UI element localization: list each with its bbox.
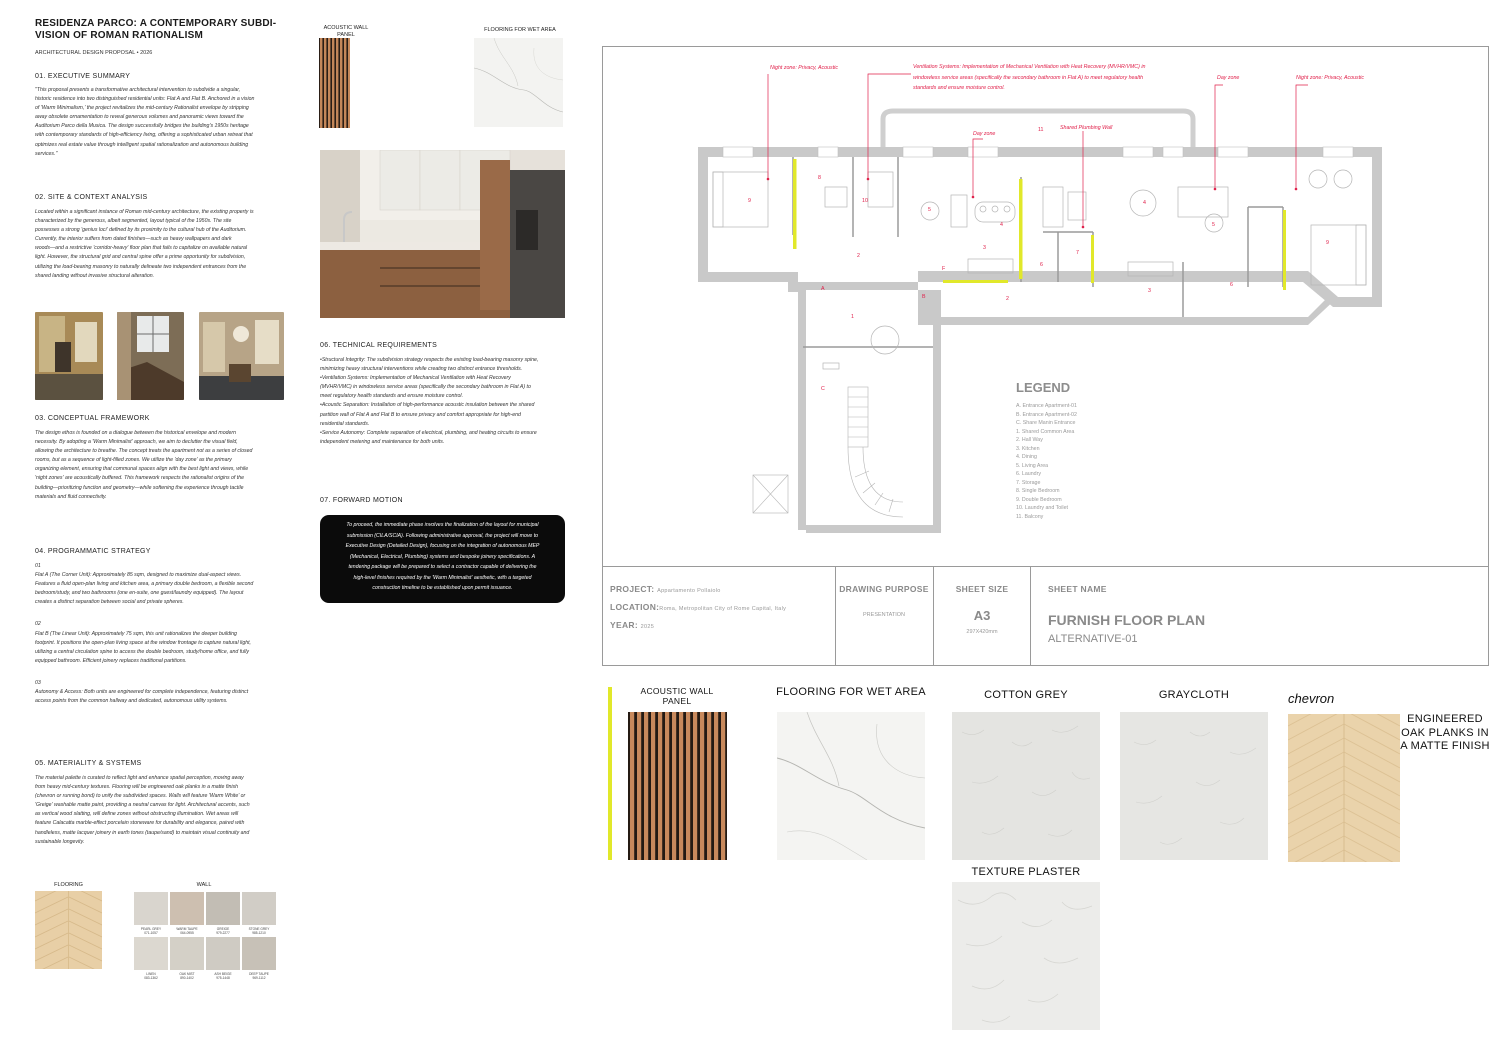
wall-swatch [206, 937, 240, 970]
annotation-day-zone-left: Day zone [973, 131, 996, 137]
annotation-ventilation: Ventilation Systems: Implementation of Mechanical Ventilation with Heat Recovery (MVHR/VMC) in windowless service areas (specifically the secondary bathroom in Flat A) to meet regulatory health standards and ensure moisture control. [913, 64, 1146, 91]
sheet-size-dims: 297X420mm [966, 629, 998, 635]
section-04-heading: 04. PROGRAMMATIC STRATEGY [35, 548, 151, 555]
section-04-text: 01 Flat A (The Corner Unit): Approximately 85 sqm, designed to maximize dual-aspect views. Features a fluid open-plan living and kitchen area, a primary double bedroom, a flexible second bedroom/study, and two bathrooms (one en-suite, one guest/laundry equipped). The layout creates a distinct separation between social and private spheres. 02 Flat B (The Linear Unit): Approximately 75 sqm, this unit rationalizes the deeper building footprint. It positions the open-plan living space at the window frontage to capture natural light, utilizing a central circulation spine to access the double bedroom, study/home office, and fully equipped bathroom. Efficient joinery replaces traditional partitions. 03 Autonomy & Access: Both units are engineered for complete independence, featuring distinct access points from the common hallway and dedicated, autonomous utility systems. [35, 563, 254, 705]
room-number: 9 [1326, 240, 1329, 246]
flooring-caption: FLOORING [54, 882, 83, 888]
titleblock-divider [835, 566, 836, 665]
room-number: 5 [1212, 222, 1215, 228]
texture-plaster-sample [952, 882, 1100, 1030]
marble-sample [777, 712, 925, 860]
flooring-chevron-sample [35, 891, 102, 969]
legend-item: C. Share Manin Entrance [1016, 420, 1076, 426]
legend-item: B. Entrance Apartment-02 [1016, 411, 1077, 418]
oak-planks-caption: ENGINEERED OAK PLANKS IN A MATTE FINISH [1400, 713, 1490, 752]
acoustic-panel-sample [628, 712, 727, 860]
legend-item: 3. Kitchen [1016, 445, 1040, 452]
room-number: A [821, 286, 825, 292]
legend-item: 7. Storage [1016, 479, 1041, 486]
legend-item: 1. Shared Common Area [1016, 428, 1075, 435]
room-number: 3 [983, 245, 986, 251]
room-number: 6 [1040, 262, 1043, 268]
wall-swatch-label: STONE GREY 985-1210 [248, 927, 270, 935]
wall-swatch [170, 937, 204, 970]
room-number: 7 [1076, 250, 1079, 256]
year-field: YEAR: 2025 [610, 620, 655, 630]
room-number: 4 [1000, 222, 1003, 228]
section-06-heading: 06. TECHNICAL REQUIREMENTS [320, 342, 438, 349]
chevron-caption: chevron [1288, 691, 1335, 706]
titleblock-divider [933, 566, 934, 665]
oak-chevron-sample [1288, 714, 1400, 862]
legend-item: 2. Hall Way [1016, 437, 1043, 443]
accent-bar [608, 687, 612, 860]
room-number: 1 [851, 314, 854, 320]
graycloth-caption: GRAYCLOTH [1158, 689, 1230, 701]
section-05-text: The material palette is curated to reflect light and enhance spatial perception, moving away from heavy mid-century textures. Flooring will be engineered oak planks in a matte finish (chevron or running bond) to unify the subdivided spaces. Walls will feature 'Warm White' or 'Greige' washable matte paint, providing a neutral canvas for light. Architectural accents, such as vertical wood slatting, will define zones without obstructing illumination. Wet areas will feature Calacatta marble-effect porcelain stoneware for durability and elegance, paired with handleless, matte lacquer joinery in earth tones (taupe/sand) to maintain visual continuity and sustainable longevity. [35, 775, 250, 845]
wall-swatch [170, 892, 204, 925]
annotation-plumbing-wall: Shared Plumbing Wall [1060, 125, 1113, 131]
room-number: 5 [928, 207, 931, 213]
acoustic-panel-caption: ACOUSTIC WALL PANEL [640, 686, 714, 706]
room-number: C [821, 386, 825, 392]
sheet-size-label: SHEET SIZE [955, 584, 1009, 594]
wet-area-floor-caption: FLOORING FOR WET AREA [776, 686, 926, 698]
legend-item: 9. Double Bedroom [1016, 496, 1062, 503]
wall-swatch [206, 892, 240, 925]
drawing-purpose-label: DRAWING PURPOSE [839, 584, 929, 594]
mini-flooring-caption: FLOORING FOR WET AREA [484, 27, 556, 33]
project-field: PROJECT: Appartamento Pollaiolo [610, 584, 721, 594]
legend-item: 10. Laundry and Toilet [1016, 505, 1069, 511]
cotton-grey-caption: COTTON GREY [984, 689, 1068, 701]
location-field: LOCATION:Roma, Metropolitan City of Rome Capital, Italy [610, 602, 787, 612]
annotation-night-zone-left: Night zone: Privacy, Acoustic [770, 65, 839, 71]
interior-photo-living [199, 312, 284, 400]
legend-item: 8. Single Bedroom [1016, 488, 1060, 494]
drawing-purpose-value: PRESENTATION [863, 612, 905, 618]
wall-swatch-label: LINEN 083-1362 [144, 972, 158, 980]
sheet-size-value: A3 [973, 608, 991, 623]
section-02-text: Located within a significant instance of Roman mid-century architecture, the existing property is characterized by the generous, albeit segmented, layout typical of the 1950s. The site possesses a strong 'genius loci' defined by its proximity to the cultural hub of the Auditorium. Currently, the interior suffers from dated finishes—such as heavy wallpapers and dark woods—and a restrictive 'corridor-heavy' floor plan that fails to capitalize on available natural light. However, the structural grid and central spine offer a prime opportunity for subdivision, utilizing the load-bearing masonry to naturally delineate two independent entrances from the shared landing without invasive structural alteration. [35, 209, 254, 279]
legend-item: 6. Laundry [1016, 471, 1042, 477]
kitchen-photo [320, 150, 565, 318]
annotation-day-zone-right: Day zone [1217, 75, 1240, 81]
wall-swatch-grid [134, 892, 276, 982]
section-06-text: •Structural Integrity: The subdivision strategy respects the existing load-bearing masonry spine, minimizing heavy structural interventions while creating two distinct entrance thresholds. •Ventilation Systems: Implementation of Mechanical Ventilation with Heat Recovery (MVHR/VMC) in windowless service areas (specifically the secondary bathroom in Flat A) to meet regulatory health standards and ensure moisture control. •Acoustic Separation: Installation of high-performance acoustic insulation between the shared partition wall of Flat A and Flat B to ensure privacy and comfort appropriate for high-end residential standards. •Service Autonomy: Complete separation of electrical, plumbing, and heating circuits to ensure independent metering and maintenance for both units. [320, 357, 539, 445]
room-number: 3 [1148, 288, 1151, 294]
section-01-heading: 01. EXECUTIVE SUMMARY [35, 73, 131, 80]
wall-swatch [242, 937, 276, 970]
section-05-heading: 05. MATERIALITY & SYSTEMS [35, 760, 142, 767]
legend-item: 11. Balcony [1016, 513, 1044, 520]
titleblock-divider [603, 566, 1488, 567]
wall-swatch-label: GREIGE 979-2277 [216, 927, 230, 935]
page-subtitle: ARCHITECTURAL DESIGN PROPOSAL • 2026 [35, 50, 153, 56]
legend-item: 5. Living Area [1016, 462, 1049, 469]
mini-acoustic-panel-sample [319, 38, 350, 128]
forward-motion-box: To proceed, the immediate phase involves the finalization of the layout for municipal submission (CILA/SCIA). Following administrative approval, the project will move to Executive Design (Detailed Design), focusing on the integration of autonomous MEP (Mechanical, Electrical, Plumbing) systems and bespoke joinery specifications. A tendering package will be prepared to select a contractor capable of delivering the high-level finishes required by the 'Warm Minimalist' aesthetic, with a targeted construction timeline to be established upon permit issuance. [320, 515, 565, 603]
sheet-name-alt: ALTERNATIVE-01 [1048, 633, 1138, 645]
room-number: 9 [748, 198, 751, 204]
sheet-name-label: SHEET NAME [1048, 584, 1107, 594]
titleblock-divider [1030, 566, 1031, 665]
interior-photo-hall [35, 312, 103, 400]
section-02-heading: 02. SITE & CONTEXT ANALYSIS [35, 194, 148, 201]
room-number: 2 [1006, 296, 1009, 302]
page-title: RESIDENZA PARCO: A CONTEMPORARY SUBDI-VISION OF ROMAN RATIONALISM [35, 18, 277, 41]
wall-swatch-label: OAK MIST 890-1402 [179, 972, 195, 980]
sheet-name-value: FURNISH FLOOR PLAN [1048, 612, 1206, 628]
graycloth-sample [1120, 712, 1268, 860]
legend-item: 4. Dining [1016, 454, 1037, 460]
room-number: 11 [1038, 127, 1044, 133]
room-number: F [942, 266, 946, 272]
wall-swatch [134, 937, 168, 970]
cotton-grey-sample [952, 712, 1100, 860]
wall-swatch [242, 892, 276, 925]
wall-swatch-label: ASH BEIGE 975-1448 [214, 972, 232, 980]
legend-title: LEGEND [1016, 380, 1071, 395]
wall-swatch-label: DEEP TAUPE 969-1112 [249, 972, 269, 980]
room-number: B [922, 294, 926, 300]
legend-item: A. Entrance Apartment-01 [1016, 403, 1077, 409]
mini-acoustic-caption: ACOUSTIC WALL PANEL [323, 25, 369, 38]
room-number: 2 [857, 253, 860, 259]
room-number: 4 [1143, 200, 1146, 206]
room-number: 6 [1230, 282, 1233, 288]
wall-swatch-label: PEARL GREY 071-1057 [140, 927, 162, 935]
room-number: 10 [862, 198, 868, 204]
texture-plaster-caption: TEXTURE PLASTER [971, 866, 1081, 878]
section-01-text: "This proposal presents a transformative architectural intervention to subdivide a singular, historic residence into two distinguished residential units: Flat A and Flat B. Anchored in a vision of 'Warm Minimalism,' the project revitalizes the mid-century Rationalist envelope by stripping away obsolete ornamentation to reveal generous volumes and panoramic views toward the Auditorium Parco della Musica. The design successfully bridges the building's 1950s heritage with contemporary standards of high-efficiency living, offering a sophisticated urban retreat that optimizes real estate value through intelligent spatial rationalization and autonomous building services." [35, 87, 255, 157]
annotation-night-zone-right: Night zone: Privacy, Acoustic [1296, 75, 1365, 81]
interior-photo-stairs [117, 312, 184, 400]
mini-marble-sample [474, 38, 563, 127]
section-03-heading: 03. CONCEPTUAL FRAMEWORK [35, 415, 150, 422]
wall-caption: WALL [196, 882, 212, 888]
wall-swatch-label: WARM TAUPE 064-0955 [176, 927, 198, 935]
wall-swatch [134, 892, 168, 925]
section-03-text: The design ethos is founded on a dialogue between the historical envelope and modern necessity. By adopting a 'Warm Minimalist' approach, we aim to declutter the visual field, allowing the architecture to breathe. The concept treats the apartment not as a series of closed rooms, but as a sequence of light-filled zones. We utilize the 'day zone' as the primary organizing element, ensuring that communal spaces align with the best light and views, while 'night zones' are acoustically buffered. This framework respects the rationalist origins of the building—prioritizing function and geometry—while softening the experience through tactile materials and fluid connectivity. [35, 430, 253, 500]
room-number: 8 [818, 175, 821, 181]
section-07-heading: 07. FORWARD MOTION [320, 497, 403, 504]
